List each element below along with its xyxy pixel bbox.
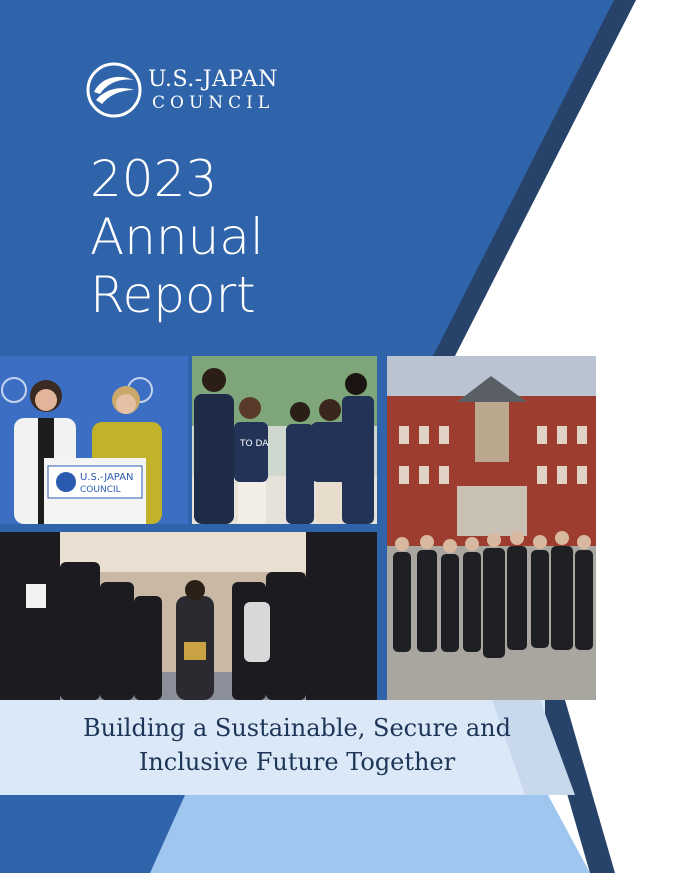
report-tagline	[60, 712, 534, 778]
photo-tokyo-station-group	[387, 356, 596, 700]
council-logo-icon	[86, 62, 142, 118]
photo-podium-illustration	[0, 356, 188, 524]
report-year: 2023	[90, 150, 218, 208]
council-logo[interactable]	[86, 62, 278, 118]
podium-sign-line-2: COUNCIL	[80, 485, 121, 495]
council-logo-wordmark	[148, 66, 278, 113]
photo-ceremony-tunnel	[0, 532, 377, 700]
tagline-line-2: Inclusive Future Together	[138, 748, 456, 776]
photo-ceremony-illustration	[0, 532, 377, 700]
photo-youth-illustration	[192, 356, 377, 524]
tshirt-text: TO DA	[240, 439, 269, 449]
photo-station-illustration	[387, 356, 596, 700]
report-title-line-2: Report	[90, 266, 256, 324]
photo-podium-speakers	[0, 356, 188, 524]
logo-line-2: COUNCIL	[152, 92, 275, 113]
podium-sign-line-1: U.S.-JAPAN	[80, 472, 134, 483]
photo-youth-group	[192, 356, 377, 524]
report-title-line-1: Annual	[90, 208, 264, 266]
tagline-line-1: Building a Sustainable, Secure and	[83, 714, 511, 742]
logo-line-1: U.S.-JAPAN	[148, 66, 278, 92]
report-title	[90, 150, 264, 324]
light-blue-band	[150, 795, 590, 873]
